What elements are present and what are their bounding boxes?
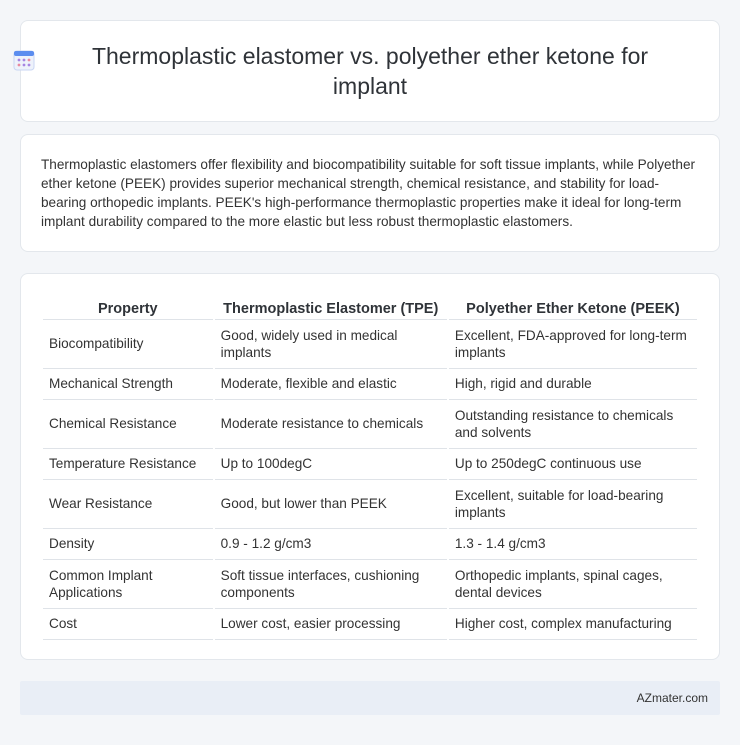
table-row: [43, 369, 697, 400]
table-header-row: [43, 294, 697, 320]
row-peek-value: Orthopedic implants, spinal cages, dental devices: [449, 560, 697, 609]
table-row: [43, 529, 697, 560]
row-peek-value: Excellent, suitable for load-bearing implants: [449, 480, 697, 529]
row-tpe-value: Soft tissue interfaces, cushioning components: [215, 560, 447, 609]
header-property: Property: [43, 294, 213, 320]
page-title: Thermoplastic elastomer vs. polyether ether ketone for implant: [91, 43, 649, 99]
row-tpe-value: Lower cost, easier processing: [215, 609, 447, 640]
row-tpe-value: Up to 100degC: [215, 449, 447, 480]
row-property: Wear Resistance: [43, 480, 213, 529]
comparison-table: [41, 294, 699, 640]
calendar-grid-icon: [13, 49, 35, 71]
row-tpe-value: Moderate, flexible and elastic: [215, 369, 447, 400]
table-row: [43, 609, 697, 640]
footer-bar: [20, 681, 720, 715]
table-row: [43, 400, 697, 449]
row-peek-value: High, rigid and durable: [449, 369, 697, 400]
comparison-table-card: [20, 273, 720, 660]
table-row: [43, 320, 697, 369]
row-property: Cost: [43, 609, 213, 640]
summary-card: [20, 134, 720, 252]
row-property: Biocompatibility: [43, 320, 213, 369]
row-property: Common Implant Applications: [43, 560, 213, 609]
row-tpe-value: 0.9 - 1.2 g/cm3: [215, 529, 447, 560]
title-wrap: [61, 41, 679, 101]
row-peek-value: Higher cost, complex manufacturing: [449, 609, 697, 640]
table-row: [43, 560, 697, 609]
header-tpe: Thermoplastic Elastomer (TPE): [215, 294, 447, 320]
row-peek-value: Excellent, FDA-approved for long-term implants: [449, 320, 697, 369]
row-property: Mechanical Strength: [43, 369, 213, 400]
row-peek-value: Up to 250degC continuous use: [449, 449, 697, 480]
row-tpe-value: Moderate resistance to chemicals: [215, 400, 447, 449]
header-peek: Polyether Ether Ketone (PEEK): [449, 294, 697, 320]
row-property: Chemical Resistance: [43, 400, 213, 449]
row-property: Temperature Resistance: [43, 449, 213, 480]
row-peek-value: 1.3 - 1.4 g/cm3: [449, 529, 697, 560]
title-card: [20, 20, 720, 122]
row-property: Density: [43, 529, 213, 560]
row-tpe-value: Good, widely used in medical implants: [215, 320, 447, 369]
row-tpe-value: Good, but lower than PEEK: [215, 480, 447, 529]
table-row: [43, 480, 697, 529]
table-row: [43, 449, 697, 480]
row-peek-value: Outstanding resistance to chemicals and solvents: [449, 400, 697, 449]
footer-brand[interactable]: AZmater.com: [636, 691, 708, 705]
summary-text: Thermoplastic elastomers offer flexibility and biocompatibility suitable for soft tissue implants, while Polyether ether ketone (PEEK) provides superior mechanical strength, chemical resistance, and stability for load-bearing orthopedic implants. PEEK's high-performance thermoplastic properties make it ideal for long-term implant durability compared to the more elastic but less robust thermoplastic elastomers.: [41, 157, 696, 229]
